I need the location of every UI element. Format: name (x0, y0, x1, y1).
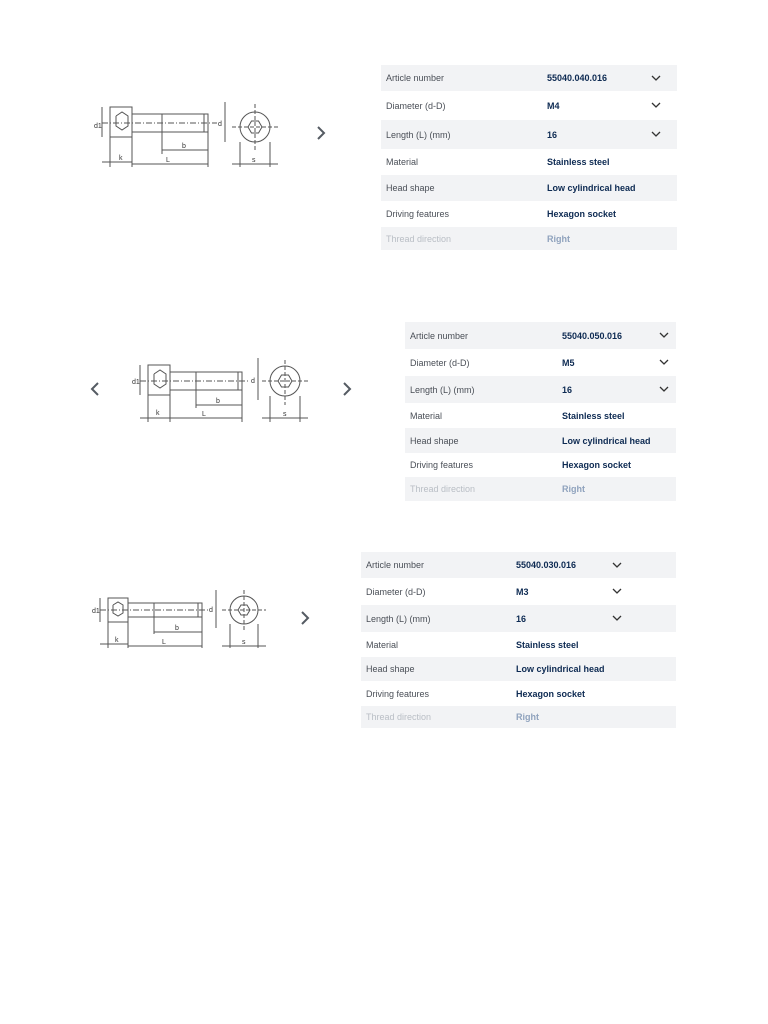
spec-label: Head shape (410, 435, 459, 446)
technical-drawing (90, 578, 285, 658)
spec-value: Hexagon socket (547, 209, 617, 219)
drawing-label-b: b (182, 143, 186, 150)
chevron-right-icon (342, 382, 352, 396)
diameter-select[interactable]: M3 (516, 586, 529, 597)
drawing-label-d: d (251, 378, 255, 385)
spec-row-material (381, 149, 677, 175)
drawing-label-s: s (252, 157, 256, 164)
technical-drawing (130, 350, 325, 430)
drawing-label-d1: d1 (94, 123, 102, 130)
spec-label: Material (410, 410, 443, 421)
chevron-left-icon (90, 382, 100, 396)
spec-value: Low cylindrical head (516, 664, 605, 674)
spec-row-thread-direction (405, 477, 676, 501)
drawing-label-d1: d1 (92, 608, 100, 615)
drawing-label-k: k (119, 155, 123, 162)
diameter-select[interactable]: M4 (547, 100, 560, 111)
chevron-down-icon[interactable] (612, 613, 622, 623)
article-number-select[interactable]: 55040.050.016 (562, 330, 623, 341)
chevron-down-icon[interactable] (612, 586, 622, 596)
spec-label: Length (L) (mm) (410, 384, 475, 395)
spec-row-article-number (361, 552, 676, 578)
drawing-label-k: k (115, 637, 119, 644)
spec-row-driving-features (405, 453, 676, 477)
specification-table (361, 552, 676, 728)
spec-label: Thread direction (386, 233, 452, 244)
chevron-down-icon[interactable] (651, 100, 661, 110)
article-number-select[interactable]: 55040.040.016 (547, 73, 608, 83)
spec-row-head-shape (381, 175, 677, 201)
spec-value: Low cylindrical head (562, 435, 651, 446)
spec-value: Right (562, 484, 585, 494)
next-image-button[interactable] (312, 124, 330, 142)
spec-row-length (361, 605, 676, 632)
length-select[interactable]: 16 (562, 384, 573, 395)
spec-label: Length (L) (mm) (366, 613, 431, 624)
spec-label: Article number (410, 330, 469, 341)
spec-value: Low cylindrical head (547, 183, 636, 193)
spec-label: Driving features (386, 209, 450, 219)
length-select[interactable]: 16 (547, 129, 558, 140)
chevron-down-icon[interactable] (651, 129, 661, 139)
spec-value: Right (516, 712, 539, 722)
specification-table (405, 322, 676, 501)
spec-label: Article number (386, 73, 445, 83)
spec-row-article-number (381, 65, 677, 91)
specification-table (381, 65, 677, 250)
chevron-down-icon[interactable] (659, 384, 669, 394)
chevron-down-icon[interactable] (651, 73, 661, 83)
spec-row-thread-direction (361, 706, 676, 728)
spec-row-head-shape (405, 428, 676, 453)
spec-row-length (381, 120, 677, 149)
spec-row-material (405, 403, 676, 428)
spec-label: Article number (366, 560, 425, 570)
drawing-label-b: b (216, 398, 220, 405)
spec-row-article-number (405, 322, 676, 349)
spec-label: Driving features (410, 460, 474, 470)
drawing-label-d: d (209, 607, 213, 614)
spec-label: Driving features (366, 688, 430, 699)
spec-row-diameter (361, 578, 676, 605)
spec-value: Right (547, 233, 570, 244)
length-select[interactable]: 16 (516, 613, 527, 624)
spec-label: Head shape (386, 183, 435, 193)
drawing-label-L: L (202, 411, 206, 418)
spec-row-driving-features (381, 201, 677, 227)
spec-label: Head shape (366, 664, 415, 674)
drawing-label-b: b (175, 625, 179, 632)
previous-image-button[interactable] (86, 380, 104, 398)
chevron-right-icon (300, 611, 310, 625)
spec-row-material (361, 632, 676, 657)
next-image-button[interactable] (296, 609, 314, 627)
drawing-label-L: L (162, 639, 166, 646)
spec-value: Stainless steel (562, 410, 625, 421)
drawing-label-L: L (166, 157, 170, 164)
drawing-label-s: s (283, 411, 287, 418)
spec-label: Diameter (d-D) (366, 586, 426, 597)
drawing-label-d1: d1 (132, 379, 140, 386)
chevron-down-icon[interactable] (659, 357, 669, 367)
spec-label: Material (366, 639, 399, 650)
spec-row-thread-direction (381, 227, 677, 250)
spec-row-diameter (381, 91, 677, 120)
spec-row-head-shape (361, 657, 676, 681)
chevron-right-icon (316, 126, 326, 140)
spec-label: Diameter (d-D) (386, 100, 446, 111)
article-number-select[interactable]: 55040.030.016 (516, 560, 577, 570)
spec-row-diameter (405, 349, 676, 376)
drawing-label-s: s (242, 639, 246, 646)
spec-row-length (405, 376, 676, 403)
diameter-select[interactable]: M5 (562, 357, 575, 368)
spec-value: Hexagon socket (516, 688, 586, 699)
next-image-button[interactable] (338, 380, 356, 398)
spec-value: Stainless steel (516, 639, 579, 650)
spec-value: Stainless steel (547, 157, 610, 167)
technical-drawing (92, 92, 287, 172)
spec-label: Length (L) (mm) (386, 129, 451, 140)
spec-row-driving-features (361, 681, 676, 706)
spec-label: Thread direction (366, 712, 432, 722)
chevron-down-icon[interactable] (612, 560, 622, 570)
drawing-label-d: d (218, 121, 222, 128)
spec-label: Thread direction (410, 484, 476, 494)
spec-value: Hexagon socket (562, 460, 632, 470)
spec-label: Diameter (d-D) (410, 357, 470, 368)
drawing-label-k: k (156, 410, 160, 417)
chevron-down-icon[interactable] (659, 330, 669, 340)
spec-label: Material (386, 157, 419, 167)
